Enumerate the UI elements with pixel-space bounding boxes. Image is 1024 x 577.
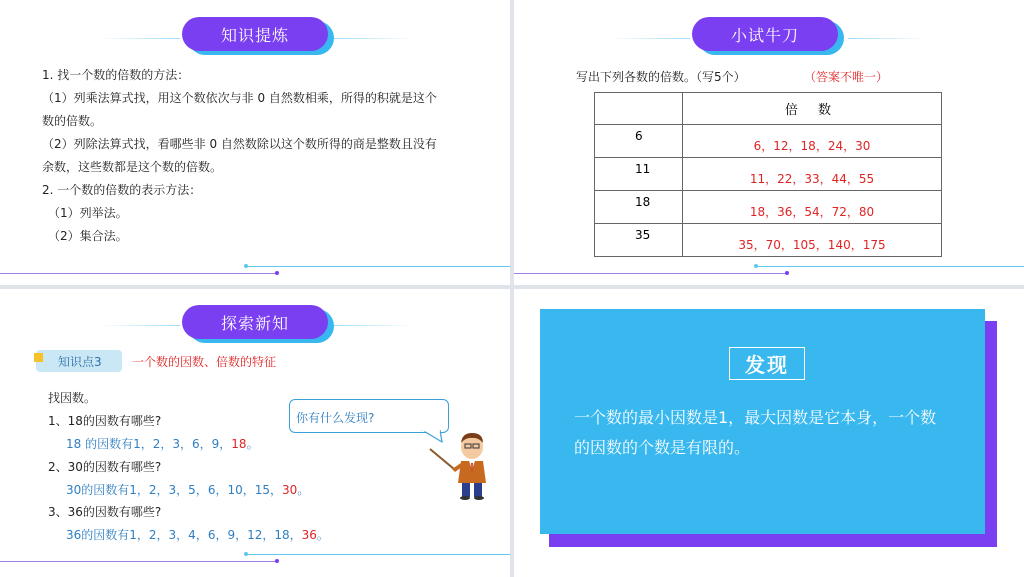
heading-pill [692, 17, 838, 51]
answer-note: （答案不唯一） [804, 70, 889, 84]
answer-end: 。 [297, 483, 310, 497]
slide-explore [0, 289, 510, 577]
slide-discovery [514, 289, 1024, 577]
heading-pill [182, 305, 328, 339]
text-line: （2）列除法算式找，看哪些非 0 自然数除以这个数所得的商是整数且没有 [42, 137, 437, 151]
answer-factors: 1，2，3，6，9， [133, 437, 232, 451]
table-header-blank [595, 93, 683, 125]
discovery-text-line: 一个数的最小因数是1，最大因数是它本身，一个数 [574, 408, 937, 427]
answer-last-factor: 36 [301, 528, 317, 542]
number-cell: 35 [595, 224, 683, 257]
table-row [595, 158, 942, 191]
multiples-cell: 35，70，105，140，175 [683, 224, 942, 257]
slide-heading: 探索新知 [182, 305, 328, 339]
text-line: （1）列乘法算式找，用这个数依次与非 0 自然数相乘，所得的积就是这个 [42, 91, 437, 105]
footer-dot [244, 264, 248, 268]
table-header-row [595, 93, 942, 125]
bubble-text: 你有什么发现? [296, 411, 375, 425]
slide-heading: 小试牛刀 [692, 17, 838, 51]
answer-prefix: 36的因数有 [66, 528, 130, 542]
heading-deco-left [610, 38, 690, 39]
footer-dot [275, 271, 279, 275]
table-row [595, 191, 942, 224]
text-line: 余数，这些数都是这个数的倍数。 [42, 160, 223, 174]
multiples-cell: 18，36，54，72，80 [683, 191, 942, 224]
table-row [595, 224, 942, 257]
heading-deco-right [848, 38, 928, 39]
answer-last-factor: 30 [282, 483, 298, 497]
multiples-cell: 6，12，18，24，30 [683, 125, 942, 158]
heading-deco-right [334, 325, 414, 326]
question: 2、30的因数有哪些? [48, 460, 162, 474]
multiples-cell: 11，22，33，44，55 [683, 158, 942, 191]
footer-dot [785, 271, 789, 275]
discovery-title-box [729, 347, 805, 380]
footer-line-purple [514, 273, 788, 274]
tag-marker [34, 353, 43, 362]
footer-dot [244, 552, 248, 556]
table-row [595, 125, 942, 158]
knowledge-tag-label: 知识点3 [58, 355, 102, 369]
answer-factors: 1，2，3，5，6，10，15， [129, 483, 282, 497]
section-subtitle: 一个数的因数、倍数的特征 [132, 355, 277, 369]
heading-pill [182, 17, 328, 51]
footer-line-purple [0, 273, 278, 274]
text-line: （1）列举法。 [48, 206, 128, 220]
footer-line-cyan [756, 266, 1024, 267]
answer-last-factor: 18 [231, 437, 247, 451]
text-line: 2. 一个数的倍数的表示方法： [42, 183, 202, 197]
footer-line-cyan [246, 554, 510, 555]
text-line: （2）集合法。 [48, 229, 128, 243]
table-header: 倍 数 [683, 93, 942, 125]
number-cell: 6 [595, 125, 683, 158]
answer-end: 。 [316, 528, 329, 542]
answer-prefix: 30的因数有 [66, 483, 130, 497]
answer-prefix: 18 的因数有 [66, 437, 134, 451]
intro-text: 找因数。 [48, 391, 97, 405]
footer-dot [754, 264, 758, 268]
slide-practice [514, 0, 1024, 285]
text-line: 1. 找一个数的倍数的方法： [42, 68, 190, 82]
slide-heading: 知识提炼 [182, 17, 328, 51]
instruction-text: 写出下列各数的倍数。（写5个） [576, 70, 746, 84]
answer-factors: 1，2，3，4，6，9，12，18， [129, 528, 302, 542]
question: 1、18的因数有哪些? [48, 414, 162, 428]
footer-dot [275, 559, 279, 563]
footer-line-cyan [246, 266, 510, 267]
answer-end: 。 [246, 437, 259, 451]
heading-deco-right [334, 38, 414, 39]
discovery-text-line: 的因数的个数是有限的。 [574, 438, 751, 457]
multiples-table [594, 92, 942, 257]
slide-knowledge-summary [0, 0, 510, 285]
heading-deco-left [100, 325, 180, 326]
discovery-title: 发现 [745, 353, 789, 377]
answer-line [66, 435, 259, 452]
heading-deco-left [100, 38, 180, 39]
number-cell: 11 [595, 158, 683, 191]
footer-line-purple [0, 561, 278, 562]
number-cell: 18 [595, 191, 683, 224]
question: 3、36的因数有哪些? [48, 505, 162, 519]
answer-line [66, 526, 329, 543]
text-line: 数的倍数。 [42, 114, 103, 128]
teacher-icon [428, 429, 492, 501]
answer-line [66, 481, 309, 498]
